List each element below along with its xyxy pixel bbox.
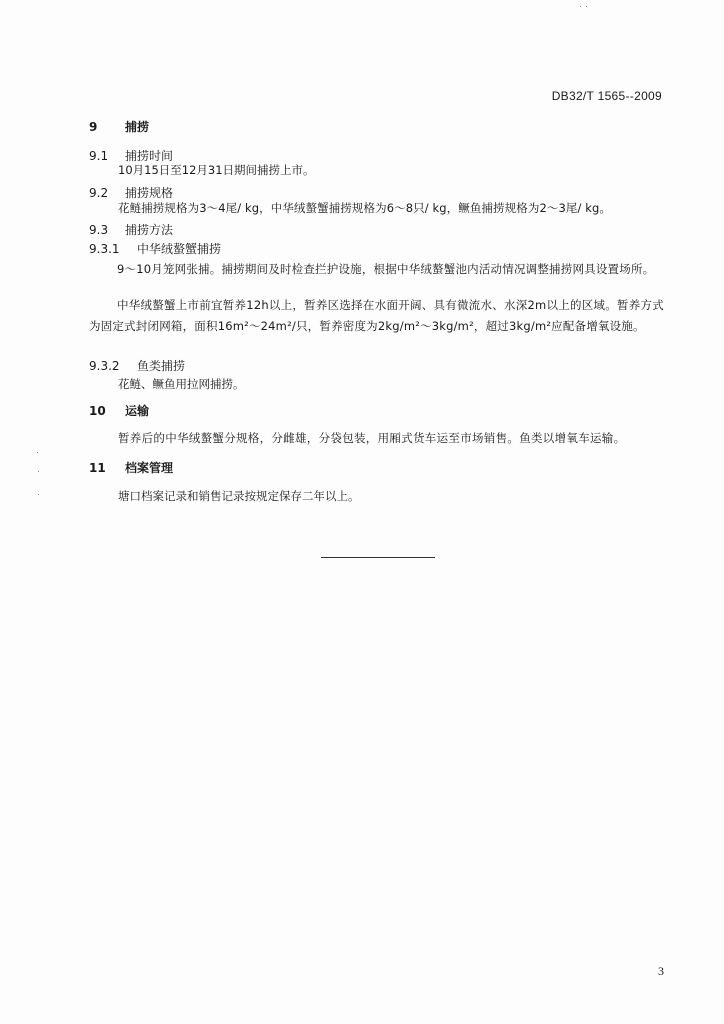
section-number: 9	[89, 120, 98, 134]
section-title: 运输	[125, 404, 150, 418]
section-11-text: 塘口档案记录和销售记录按规定保存二年以上。	[118, 489, 360, 503]
end-of-standard-rule	[321, 557, 435, 558]
section-9-3-1-heading	[89, 240, 221, 257]
section-11-heading	[89, 459, 173, 476]
section-title: 档案管理	[125, 461, 174, 475]
section-9-1-text: 10月15日至12月31日期间捕捞上市。	[118, 163, 315, 177]
section-title: 鱼类捕捞	[137, 359, 186, 373]
scan-speck	[37, 452, 38, 453]
section-number: 9.3.1	[89, 242, 120, 256]
section-number: 10	[89, 404, 106, 418]
scan-speck	[38, 494, 39, 495]
section-number: 9.1	[89, 149, 109, 163]
section-9-3-heading	[89, 221, 173, 238]
section-number: 9.3.2	[89, 359, 120, 373]
section-10-text: 暂养后的中华绒螯蟹分规格，分雌雄，分袋包装，用厢式货车运至市场销售。鱼类以增氧车运输。	[118, 431, 626, 445]
section-title: 捕捞规格	[125, 186, 174, 200]
section-9-3-1-paragraph-2: 中华绒螯蟹上市前宜暂养12h以上，暂养区选择在水面开阔、具有微流水、水深2m以上的区域。暂养方式为固定式封闭网箱，面积16m²～24m²/只，暂养密度为2kg/m²～3kg/m²，超过3kg/m²应配备增氧设施。	[89, 298, 664, 333]
section-9-3-2-heading	[89, 357, 185, 374]
section-title: 捕捞时间	[125, 149, 174, 163]
section-title: 捕捞方法	[125, 223, 174, 237]
section-number: 11	[89, 461, 106, 475]
section-number: 9.2	[89, 186, 109, 200]
scan-speck	[580, 6, 581, 7]
section-9-heading	[89, 118, 149, 135]
document-code: DB32/T 1565--2009	[551, 89, 662, 103]
section-number: 9.3	[89, 223, 109, 237]
section-title: 捕捞	[125, 120, 150, 134]
section-title: 中华绒螯蟹捕捞	[137, 242, 222, 256]
scan-speck	[586, 6, 587, 7]
section-9-3-2-text: 花鲢、鳜鱼用拉网捕捞。	[118, 377, 245, 391]
section-9-2-text: 花鲢捕捞规格为3～4尾/ kg，中华绒螯蟹捕捞规格为6～8只/ kg，鳜鱼捕捞规格为2～3尾/ kg。	[118, 201, 611, 215]
scan-speck	[38, 471, 39, 472]
page-number: 3	[658, 964, 664, 978]
section-10-heading	[89, 402, 149, 419]
section-9-3-1-paragraph-1: 9～10月笼网张捕。捕捞期间及时检查拦护设施，根据中华绒螯蟹池内活动情况调整捕捞网具设置场所。	[117, 262, 655, 276]
